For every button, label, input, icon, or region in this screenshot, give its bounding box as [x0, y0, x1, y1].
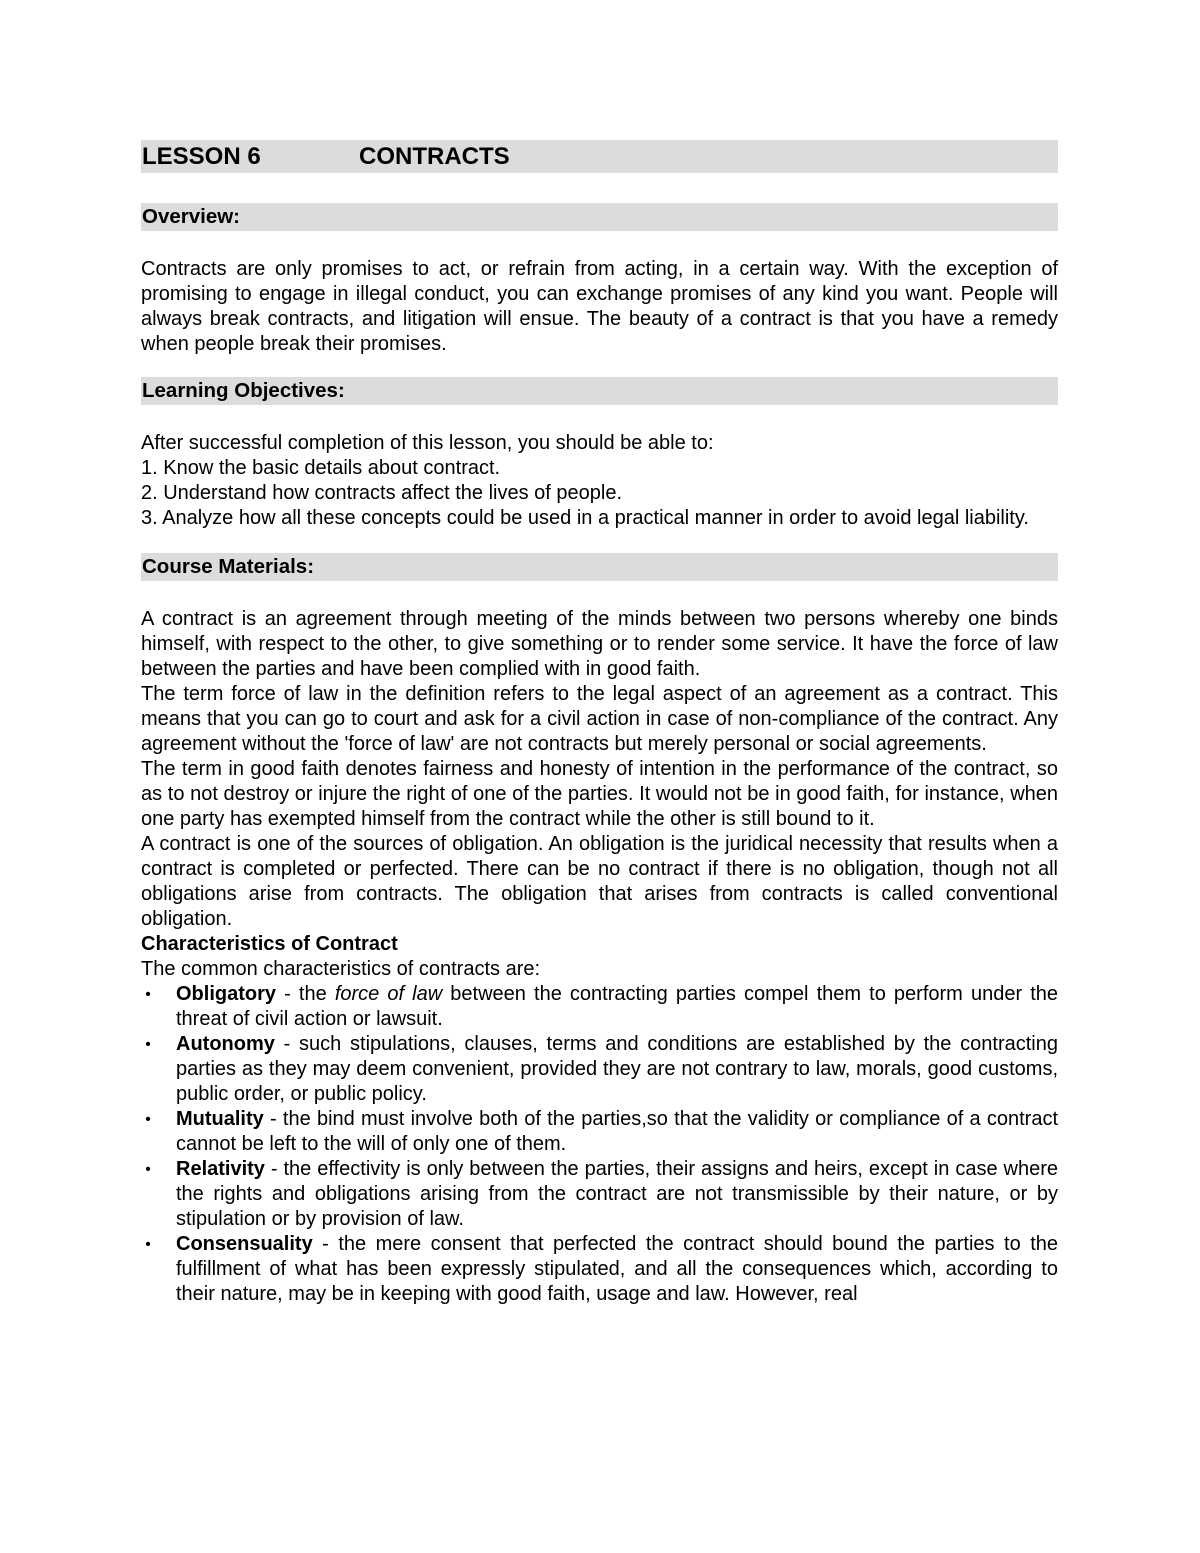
- characteristic-text: - the mere consent that perfected the contract should bound the parties to the fulfillment of what has been expressly stipulated, and all the consequences which, according to their nature, may be in keeping with good faith, usage and law. However, real: [176, 1233, 1058, 1305]
- bullet-icon: •: [145, 1111, 151, 1128]
- characteristics-list: [141, 982, 1058, 1307]
- characteristic-term: Relativity: [176, 1158, 265, 1180]
- characteristic-text: - such stipulations, clauses, terms and conditions are established by the contracting parties as they may deem convenient, provided they are not contrary to law, morals, good customs, public order, or public policy.: [176, 1033, 1058, 1105]
- lesson-title: CONTRACTS: [359, 143, 510, 170]
- characteristic-text-cont: between the contracting parties compel them to perform under the threat of civil action or lawsuit.: [176, 983, 1059, 1030]
- objective-item: 3. Analyze how all these concepts could be used in a practical manner in order to avoid legal liability.: [141, 507, 1029, 529]
- materials-paragraph: The term force of law in the definition refers to the legal aspect of an agreement as a contract. This means that you can go to court and ask for a civil action in case of non-compliance of the contract. Any agreement without the 'force of law' are not contracts but merely personal or social agreements.: [141, 683, 1058, 755]
- bullet-icon: •: [145, 1036, 151, 1053]
- materials-paragraph: A contract is one of the sources of obligation. An obligation is the juridical necessity that results when a contract is completed or perfected. There can be no contract if there is no obligation, though not all obligations arise from contracts. The obligation that arises from contracts is called conventional obligation.: [141, 833, 1058, 930]
- materials-paragraph: The term in good faith denotes fairness and honesty of intention in the performance of the contract, so as to not destroy or injure the right of one of the parties. It would not be in good faith, for instance, when one party has exempted himself from the contract while the other is still bound to it.: [141, 758, 1058, 830]
- list-item: [141, 1157, 1058, 1232]
- objective-item: 1. Know the basic details about contract.: [141, 457, 501, 479]
- overview-paragraph: Contracts are only promises to act, or refrain from acting, in a certain way. With the exception of promising to engage in illegal conduct, you can exchange promises of any kind you want. People will always break contracts, and litigation will ensue. The beauty of a contract is that you have a remedy when people break their promises.: [141, 258, 1058, 355]
- lesson-title-bar: [141, 140, 1058, 173]
- lesson-number: LESSON 6: [142, 143, 261, 170]
- characteristic-text: - the bind must involve both of the parties,so that the validity or compliance of a contract cannot be left to the will of only one of them.: [176, 1108, 1058, 1155]
- objective-item: 2. Understand how contracts affect the lives of people.: [141, 482, 623, 504]
- characteristic-text: - the: [276, 983, 335, 1005]
- characteristic-term: Mutuality: [176, 1108, 264, 1130]
- list-item: [141, 1232, 1058, 1307]
- characteristic-term: Obligatory: [176, 983, 277, 1005]
- list-item: [141, 1107, 1058, 1157]
- characteristic-text: - the effectivity is only between the parties, their assigns and heirs, except in case where the rights and obligations arising from the contract are not transmissible by their nature, or by stipulation or by provision of law.: [176, 1158, 1058, 1230]
- characteristic-term: Autonomy: [176, 1033, 275, 1055]
- overview-heading: Overview:: [141, 203, 1058, 231]
- bullet-icon: •: [145, 1236, 151, 1253]
- characteristic-term: Consensuality: [176, 1233, 313, 1255]
- materials-heading: Course Materials:: [141, 553, 1058, 581]
- bullet-icon: •: [145, 986, 151, 1003]
- document-page: [141, 140, 1058, 1307]
- characteristics-intro: The common characteristics of contracts are:: [141, 958, 541, 980]
- bullet-icon: •: [145, 1161, 151, 1178]
- characteristics-heading: Characteristics of Contract: [141, 933, 398, 955]
- materials-paragraph: A contract is an agreement through meeting of the minds between two persons whereby one binds himself, with respect to the other, to give something or to render some service. It have the force of law between the parties and have been complied with in good faith.: [141, 608, 1058, 680]
- list-item: [141, 1032, 1058, 1107]
- objectives-intro: After successful completion of this lesson, you should be able to:: [141, 432, 714, 454]
- list-item: [141, 982, 1058, 1032]
- characteristic-italic: force of law: [334, 983, 443, 1005]
- objectives-heading: Learning Objectives:: [141, 377, 1058, 405]
